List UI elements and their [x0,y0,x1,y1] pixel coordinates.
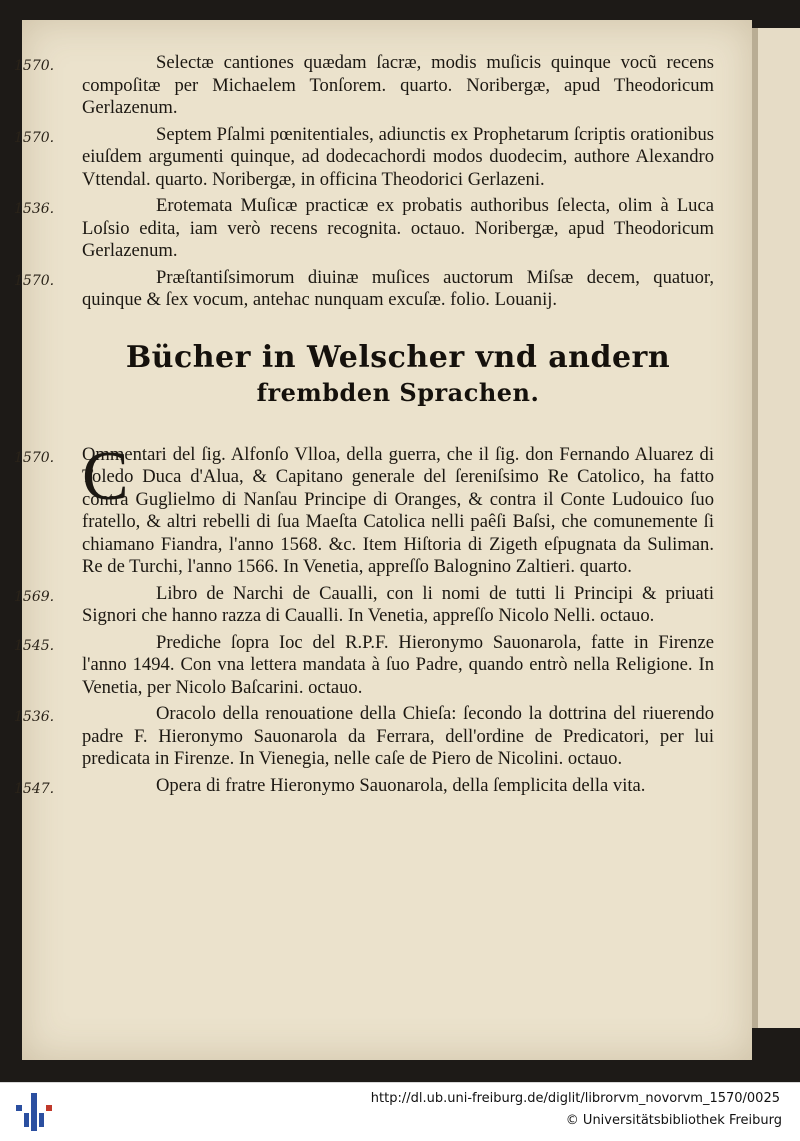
library-logo-icon [14,1091,54,1133]
entry-text: Prediche ſopra Ioc del R.P.F. Hieronymo Sauonarola, fatte in Firenze l'anno 1494. Con vna lettera mandata à ſuo Padre, quando entrò nella Religione. In Venetia, per Nicolo Baſcarini. octauo. [82,631,714,698]
entry-text: Ommentari del ſig. Alfonſo Vlloa, della guerra, che il ſig. don Fernando Aluarez di Toledo Duca d'Alua, & Capitano generale del ſereniſsimo Re Catolico, ha fatto contra Guglielmo di Nanſau Principe di Oranges, & contra il Conte Ludouico ſuo fratello, & altri rebelli di ſua Maeſta Catolica nelli paêſi Baſsi, che comunemente ſi chiamano Fiandra, l'anno 1568. &c. Item Hiſtoria di Zigeth eſpugnata da Suliman. Re de Turchi, l'anno 1566. In Venetia, appreſſo Balognino Zaltieri. quarto. [82,443,714,577]
page-text [14,52,714,801]
catalog-entry [14,774,714,798]
entry-year: 1570. [14,129,55,146]
catalog-entry [14,266,714,312]
section-heading [82,338,714,408]
catalog-entry-first [14,437,714,579]
copyright-notice: © Universitätsbibliothek Freiburg [565,1113,782,1128]
entry-year: 1536. [14,709,55,725]
entry-year: 1536. [14,201,55,217]
catalog-entry [14,582,714,628]
entry-year: 1570. [14,58,55,74]
entry-text: Selectæ cantiones quædam ſacræ, modis muſicis quinque vocũ recens compoſitæ per Michaelem Tonſorem. quarto. Noribergæ, apud Theodoricum Gerlazenum. [82,52,714,118]
section-heading-line-2: frembden Sprachen. [256,377,540,407]
catalog-entry [14,703,714,771]
entry-text: Septem Pſalmi pœnitentiales, adiunctis ex Prophetarum ſcriptis orationibus eiuſdem argumenti quinque, ad dodecachordi modos duodecim, authore Alexandro Vttendal. quarto. Noribergæ, in officina Theodorici Gerlazeni. [82,123,714,190]
drop-cap: C [82,437,129,515]
entry-year: 1545. [14,637,55,654]
catalog-entry [14,123,714,192]
entry-year: 1570. [14,272,55,289]
catalog-entry [14,195,714,263]
entry-text: Erotemata Muſicæ practicæ ex probatis authoribus ſelecta, olim à Luca Loſsio edita, iam verò recens recognita. octauo. Noribergæ, apud Theodoricum Gerlazenum. [82,195,714,261]
entry-text: Libro de Narchi de Caualli, con li nomi de tutti li Principi & priuati Signori che hanno razza di Caualli. In Venetia, appreſſo Nicolo Nelli. octauo. [82,582,714,626]
viewer-footer [0,1082,800,1141]
catalog-entry [14,52,714,120]
entry-text: Opera di fratre Hieronymo Sauonarola, della ſemplicita della vita. [156,774,646,796]
entry-text: Oracolo della renouatione della Chieſa: ſecondo la dottrina del riuerendo padre F. Hieronymo Sauonarola da Ferrara, dell'ordine de Predicatori, per lui predicata in Firenze. In Vienegia, nelle caſe de Piero de Nicolini. octauo. [82,703,714,769]
permalink-url[interactable]: http://dl.ub.uni-freiburg.de/diglit/librorvm_novorvm_1570/0025 [370,1091,780,1106]
entry-year: 1569. [14,588,55,605]
adjacent-page-edge [752,28,800,1028]
catalog-entry [14,631,714,700]
entry-year: 1570. [14,449,55,466]
section-heading-line-1: Bücher in Welscher vnd andern [125,339,671,375]
entry-year: 1547. [14,780,55,797]
entry-text: Præſtantiſsimorum diuinæ muſices auctorum Miſsæ decem, quatuor, quinque & ſex vocum, antehac nunquam excuſæ. folio. Louanij. [82,266,714,310]
